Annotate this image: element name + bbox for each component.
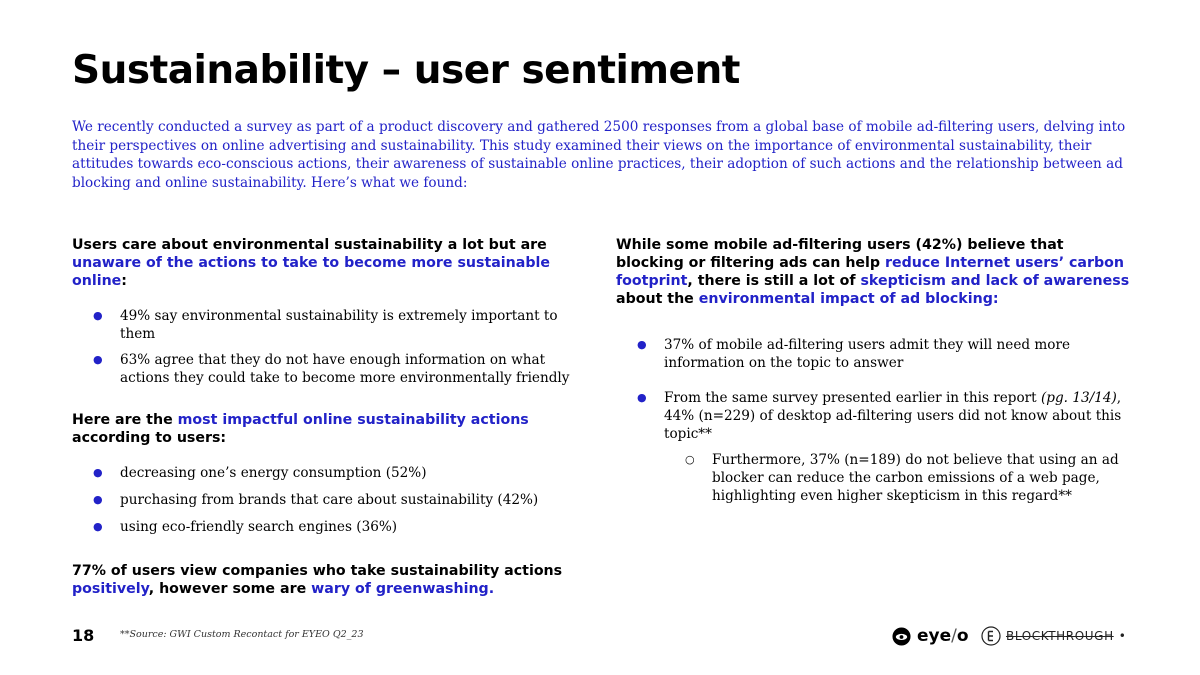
intro-paragraph: We recently conducted a survey as part of a product discovery and gathered 2500 responses from a global base of mobile ad-filtering users, delving into their perspectives on online advertising and sustainability. This study examined their views on the importance of environmental sustainability, their attitudes towards eco-conscious actions, their awareness of sustainable online practices, their adoption of such actions and the relationship between ad blocking and online sustainability. Here’s what we found:	[72, 119, 1126, 191]
heading-highlight: environmental impact of ad blocking:	[698, 291, 999, 307]
blockthrough-logo	[981, 626, 1126, 646]
section-heading-greenwashing	[72, 562, 592, 598]
page-reference: (pg. 13/14)	[1040, 390, 1117, 406]
list-item: ● decreasing one’s energy consumption (52%)	[72, 464, 592, 482]
heading-highlight: reduce Internet users’ carbon footprint	[616, 255, 1125, 289]
heading-text: , there is still a lot of	[687, 273, 861, 289]
list-item-text: , 44% (n=229) of desktop ad-filtering users did not know about this topic**	[664, 390, 1122, 442]
eyeo-mark-icon	[892, 627, 911, 646]
section-heading-awareness	[72, 236, 592, 290]
list-item: ● using eco-friendly search engines (36%)	[72, 518, 592, 536]
heading-text: , however some are	[148, 581, 312, 597]
list-item	[616, 389, 1136, 505]
list-item-text: From the same survey presented earlier in this report	[664, 390, 1041, 406]
page-title: Sustainability – user sentiment	[72, 48, 740, 93]
blockthrough-mark-icon	[981, 626, 1001, 646]
heading-text: Users care about environmental sustainability a lot but are	[72, 237, 547, 253]
ad-blocking-list	[616, 336, 1136, 505]
blockthrough-dot: •	[1118, 629, 1127, 643]
heading-text: :	[121, 273, 127, 289]
section-heading-actions	[72, 411, 592, 447]
source-note: **Source: GWI Custom Recontact for EYEO Q2_23	[120, 629, 364, 640]
blockthrough-wordmark: BLOCKTHROUGH	[1006, 629, 1114, 643]
heading-text: While some mobile ad-filtering users (42%) believe that blocking or filtering ads can help	[616, 237, 1064, 271]
heading-highlight: positively	[72, 581, 149, 597]
page-number: 18	[72, 626, 95, 645]
list-item: ● purchasing from brands that care about sustainability (42%)	[72, 491, 592, 509]
actions-list	[72, 464, 592, 536]
list-item: ● 37% of mobile ad-filtering users admit they will need more information on the topic to answer	[616, 336, 1136, 372]
list-item: ● 49% say environmental sustainability is extremely important to them	[72, 307, 592, 343]
sub-list	[664, 451, 1136, 505]
heading-highlight: skepticism and lack of awareness	[860, 273, 1130, 289]
sub-list-item: ○ Furthermore, 37% (n=189) do not believe that using an ad blocker can reduce the carbon emissions of a web page, highlighting even higher skepticism in this regard**	[664, 451, 1136, 505]
heading-highlight: wary of greenwashing.	[311, 581, 495, 597]
list-item: ● 63% agree that they do not have enough information on what actions they could take to become more environmentally friendly	[72, 351, 592, 387]
heading-text: about the	[616, 291, 699, 307]
section-heading-ad-blocking	[616, 236, 1136, 308]
heading-text: according to users:	[72, 430, 227, 446]
heading-highlight: most impactful online sustainability actions	[177, 412, 529, 428]
eyeo-wordmark: eye/o	[917, 626, 969, 646]
left-column	[72, 236, 592, 598]
heading-text: Here are the	[72, 412, 178, 428]
eyeo-logo	[892, 626, 969, 646]
awareness-list	[72, 307, 592, 387]
heading-highlight: unaware of the actions to take to become more sustainable online	[72, 255, 550, 289]
heading-text: 77% of users view companies who take sustainability actions	[72, 563, 563, 579]
right-column	[616, 236, 1136, 505]
